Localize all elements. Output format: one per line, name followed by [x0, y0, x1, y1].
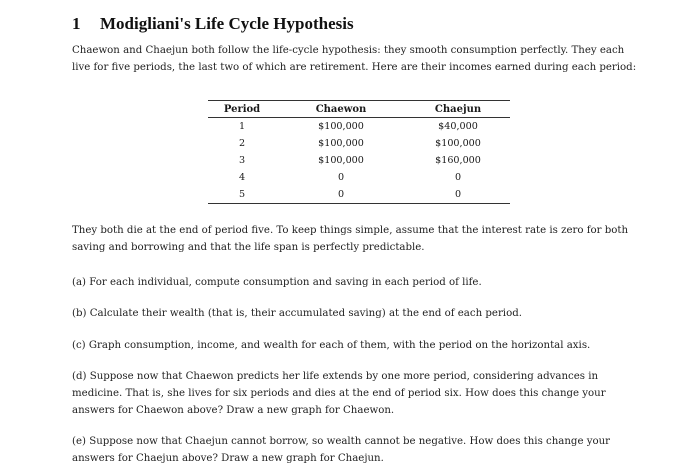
- table-row: [208, 135, 510, 152]
- table-row: [208, 169, 510, 186]
- chaejun-income-cell: $100,000: [435, 138, 481, 149]
- chaewon-income-cell: $100,000: [318, 121, 364, 132]
- assumptions-paragraph: They both die at the end of period five. To keep things simple, assume that the interest rate is zero for both saving and borrowing and that the life span is perfectly predictable.: [72, 225, 629, 253]
- question-d: (d) Suppose now that Chaewon predicts her life extends by one more period, considering advances in medicine. That is, she lives for six periods and dies at the end of period six. How does this change your answers for Chaewon above? Draw a new graph for Chaewon.: [72, 371, 606, 416]
- chaejun-income-cell: $40,000: [438, 121, 478, 132]
- period-cell: 2: [238, 138, 246, 149]
- chaewon-income-cell: 0: [337, 172, 345, 183]
- chaejun-income-cell: 0: [454, 172, 462, 183]
- header-period: Period: [208, 101, 276, 118]
- period-cell: 3: [238, 155, 246, 166]
- chaejun-income-cell: $160,000: [435, 155, 481, 166]
- table-row: [208, 118, 510, 136]
- question-c: (c) Graph consumption, income, and wealth for each of them, with the period on the horizontal axis.: [72, 340, 591, 351]
- period-cell: 4: [238, 172, 246, 183]
- period-cell: 5: [208, 186, 276, 204]
- header-chaewon: Chaewon: [276, 101, 406, 118]
- chaewon-income-cell: 0: [276, 186, 406, 204]
- chaejun-income-cell: 0: [406, 186, 510, 204]
- question-a: (a) For each individual, compute consumption and saving in each period of life.: [72, 277, 482, 288]
- table-row: [208, 186, 510, 204]
- section-heading: [72, 14, 354, 34]
- question-b: (b) Calculate their wealth (that is, their accumulated saving) at the end of each period.: [72, 308, 522, 319]
- section-number: 1: [72, 14, 81, 33]
- section-title: Modigliani's Life Cycle Hypothesis: [100, 14, 354, 33]
- table-row: [208, 152, 510, 169]
- table-header-row: [208, 101, 510, 118]
- chaewon-income-cell: $100,000: [318, 155, 364, 166]
- intro-paragraph: Chaewon and Chaejun both follow the life-cycle hypothesis: they smooth consumption perfectly. They each live for five periods, the last two of which are retirement. Here are their incomes earned during each period:: [72, 45, 637, 73]
- income-table: [208, 100, 510, 204]
- question-e: (e) Suppose now that Chaejun cannot borrow, so wealth cannot be negative. How does this change your answers for Chaejun above? Draw a new graph for Chaejun.: [72, 436, 611, 464]
- header-chaejun: Chaejun: [406, 101, 510, 118]
- chaewon-income-cell: $100,000: [318, 138, 364, 149]
- period-cell: 1: [238, 121, 246, 132]
